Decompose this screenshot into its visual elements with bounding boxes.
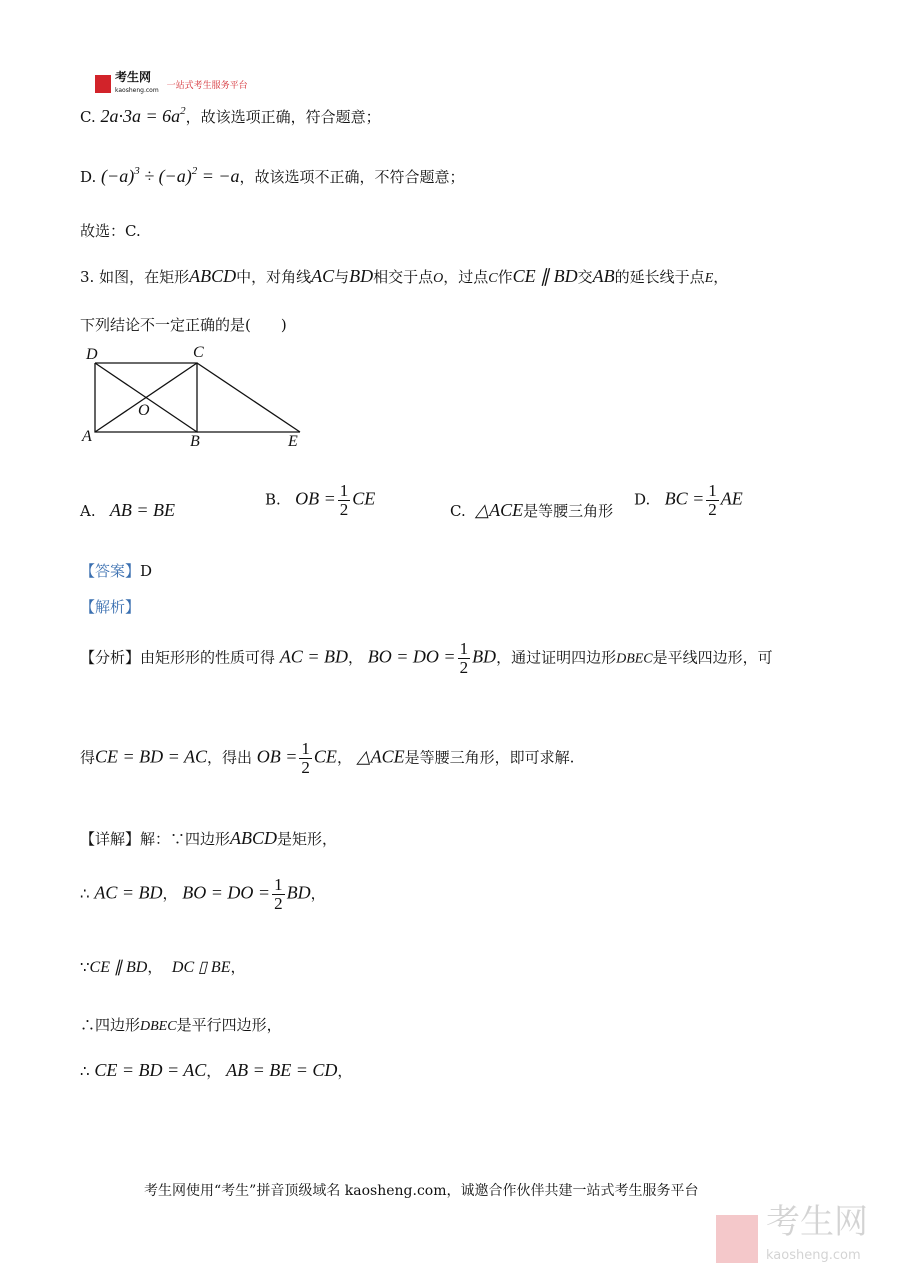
option-c-line: C. $2a\cdot 3a = 6a^2$，故该选项正确，符合题意；: [80, 105, 381, 126]
slogan: 一站式考生服务平台: [166, 80, 248, 91]
option-c: C. △ACE是等腰三角形: [450, 500, 614, 520]
watermark-logo: 考生网 kaosheng.com: [716, 1205, 868, 1273]
choose-line: 故选：C.: [80, 222, 141, 240]
label-b: B: [190, 433, 200, 450]
detail-line1: 【详解】解：∵四边形ABCD是矩形，: [80, 828, 338, 848]
logo-domain: kaosheng.com: [115, 87, 159, 94]
analysis-tag: 【解析】: [80, 598, 141, 616]
label-o: O: [138, 402, 150, 419]
detail-line3: ∵CE ∥ BD， DC ▯ BE，: [80, 958, 246, 976]
detail-line5: ∴ CE = BD = AC， AB = BE = CD，: [80, 1060, 353, 1080]
footer-text: 考生网使用“考生”拼音顶级域名 kaosheng.com，诚邀合作伙伴共建一站式考生服务平台: [144, 1183, 699, 1199]
analysis-line2: 得CE = BD = AC，得出 OB = $\frac{1}{2}$ CE， △ACE是等腰三角形，即可求解.: [80, 739, 575, 777]
analysis-line1: 【分析】由矩形形的性质可得 AC = BD， BO = DO = $\frac{1}{2}$ BD，通过证明四边形DBEC是平线四边形，可: [80, 639, 773, 677]
option-d-line: D. $(-a)^3 \div (-a)^2 = -a$，故该选项不正确，不符合题意；: [80, 165, 465, 186]
detail-line2: ∴ AC = BD， BO = DO = $\frac{1}{2}$ BD，: [80, 875, 326, 913]
label-e: E: [288, 433, 298, 450]
detail-line4: ∴四边形DBEC是平行四边形，: [80, 1016, 282, 1034]
option-d: D. BC = $\frac{1}{2}$ AE: [634, 481, 743, 519]
logo-name: 考生网: [115, 70, 152, 84]
answer-line: 【答案】D: [80, 562, 153, 580]
segment-ce: [197, 363, 300, 432]
label-a: A: [82, 428, 92, 445]
label-d: D: [86, 346, 98, 363]
geometry-figure: [0, 0, 900, 470]
option-b: B. OB = $\frac{1}{2}$ CE: [265, 481, 376, 519]
watermark-icon: [716, 1215, 758, 1263]
question-3: 3. 如图，在矩形ABCD中，对角线AC与BD相交于点O，过点C作CE ∥ BD交AB的延长线于点E，: [80, 266, 729, 286]
question-3-line2: 下列结论不一定正确的是( ): [80, 316, 287, 334]
option-a: A. AB = BE: [80, 500, 176, 520]
label-c: C: [193, 344, 204, 361]
